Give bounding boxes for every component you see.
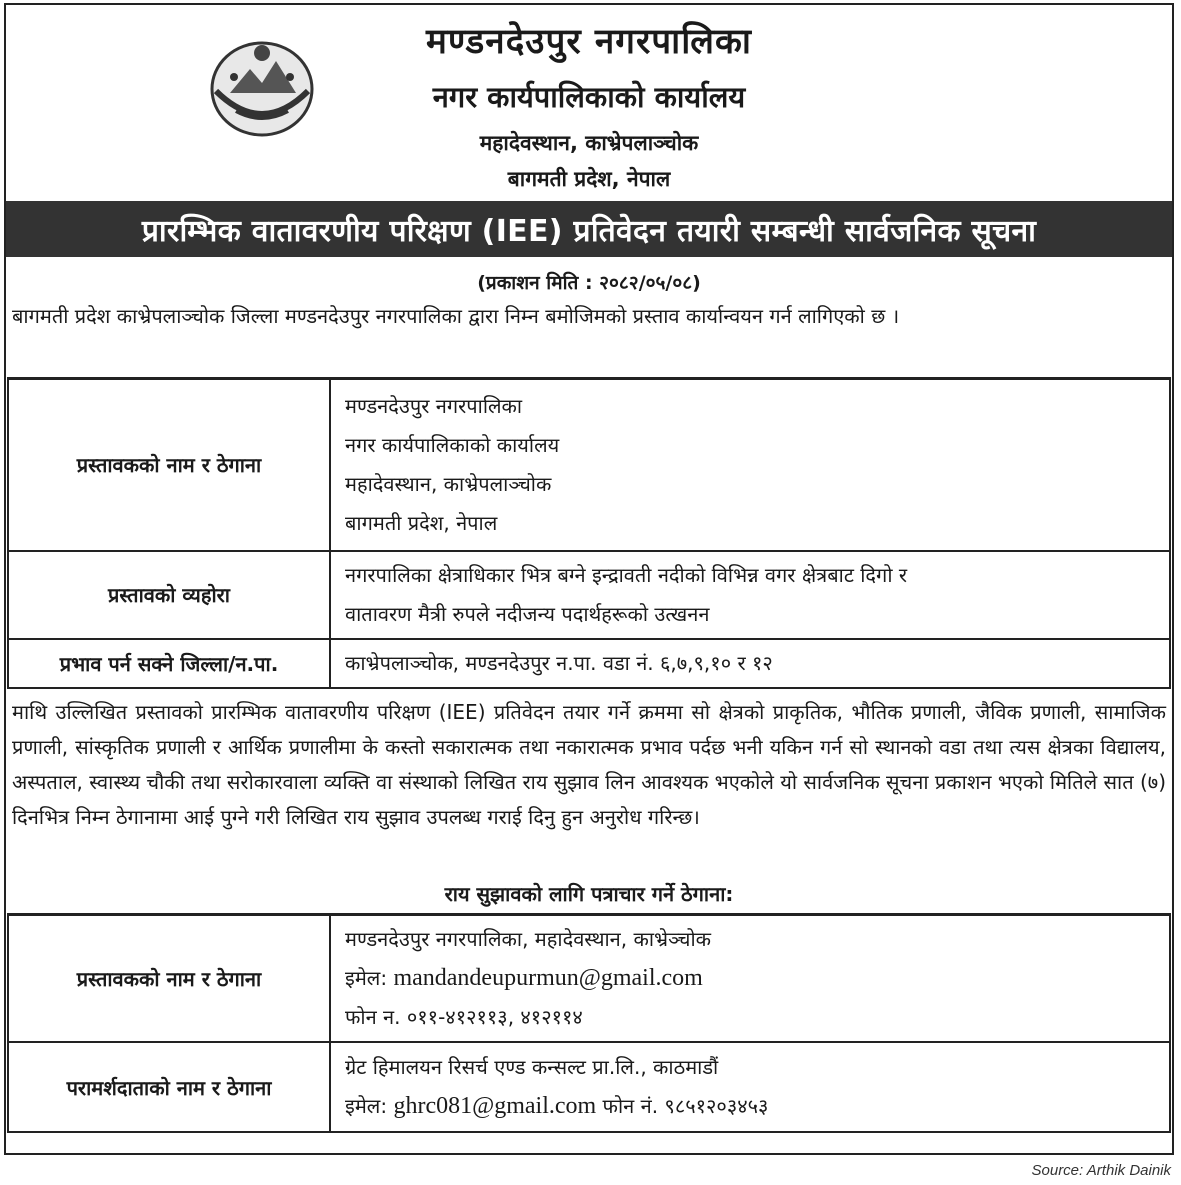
table-row (8, 379, 1170, 551)
proposal-subject-label: प्रस्तावको व्यहोरा (8, 551, 330, 639)
table-row (8, 914, 1170, 1042)
proposer-contact-email-row (345, 959, 1159, 998)
public-notice (4, 3, 1174, 1155)
table-row (8, 551, 1170, 639)
publication-date: (प्रकाशन मिति : २०८२/०५/०८) (477, 272, 701, 294)
address-line-2: बागमती प्रदेश, नेपाल (507, 167, 671, 191)
table-row (8, 1042, 1170, 1132)
email-prefix: इमेल: (345, 965, 388, 990)
consultant-contact-email-row (345, 1087, 1159, 1126)
proposal-subject-value (330, 551, 1170, 639)
affected-area-line: काभ्रेपलाञ्चोक, मण्डनदेउपुर न.पा. वडा नं. ६,७,९,१० र १२ (345, 650, 773, 675)
proposer-contact-address: मण्डनदेउपुर नगरपालिका, महादेवस्थान, काभ्रेञ्चोक (345, 926, 712, 951)
consultant-contact-value (330, 1042, 1170, 1132)
municipality-name: मण्डनदेउपुर नगरपालिका (426, 22, 752, 62)
table-row (8, 639, 1170, 688)
intro-paragraph: बागमती प्रदेश काभ्रेपलाञ्चोक जिल्ला मण्डनदेउपुर नगरपालिका द्वारा निम्न बमोजिमको प्रस्ताव कार्यान्वयन गर्न लागिएको छ । (12, 304, 900, 328)
email-prefix: इमेल: (345, 1094, 388, 1118)
proposer-label: प्रस्तावकको नाम र ठेगाना (8, 379, 330, 551)
address-line-1: महादेवस्थान, काभ्रेपलाञ्चोक (479, 131, 699, 155)
affected-area-label: प्रभाव पर्न सक्ने जिल्ला/न.पा. (8, 639, 330, 688)
consultant-email: ghrc081@gmail.com (393, 1093, 597, 1119)
subject-line: नगरपालिका क्षेत्राधिकार भित्र बग्ने इन्द्रावती नदीको विभिन्न वगर क्षेत्रबाट दिगो र (345, 562, 908, 587)
affected-area-value (330, 639, 1170, 688)
proposer-contact-value (330, 914, 1170, 1042)
proposer-contact-phone: फोन न. ०११-४१२११३, ४१२११४ (345, 1004, 583, 1029)
proposer-line: महादेवस्थान, काभ्रेपलाञ्चोक (345, 471, 552, 496)
proposal-table (7, 377, 1171, 689)
consultant-phone: फोन नं. ९८५१२०३४५३ (602, 1094, 769, 1118)
proposer-email: mandandeupurmun@gmail.com (393, 964, 703, 991)
consultant-contact-address: ग्रेट हिमालयन रिसर्च एण्ड कन्सल्ट प्रा.लि., काठमाडौं (345, 1055, 719, 1079)
body-paragraph: माथि उल्लिखित प्रस्तावको प्रारम्भिक वातावरणीय परिक्षण (IEE) प्रतिवेदन तयार गर्ने क्रममा सो क्षेत्रको प्राकृतिक, भौतिक प्रणाली, जैविक प्रणाली, सामाजिक प्रणाली, सांस्कृतिक प्रणाली र आर्थिक प्रणालीमा के कस्तो सकारात्मक तथा नकारात्मक प्रभाव पर्दछ भनी यकिन गर्न सो स्थानको वडा तथा त्यस क्षेत्रका विद्यालय, अस्पताल, स्वास्थ्य चौकी तथा सरोकारवाला व्यक्ति वा संस्थाको लिखित राय सुझाव लिन आवश्यक भएकोले यो सार्वजनिक सूचना प्रकाशन भएको मितिले सात (७) दिनभित्र निम्न ठेगानामा आई पुग्ने गरी लिखित राय सुझाव उपलब्ध गराई दिनु हुन अनुरोध गरिन्छ। (12, 699, 1166, 829)
subject-line: वातावरण मैत्री रुपले नदीजन्य पदार्थहरूको उत्खनन (345, 601, 710, 626)
office-name: नगर कार्यपालिकाको कार्यालय (432, 80, 746, 114)
proposer-line: मण्डनदेउपुर नगरपालिका (345, 393, 523, 418)
proposer-line: बागमती प्रदेश, नेपाल (345, 510, 498, 535)
proposer-value (330, 379, 1170, 551)
contact-table (7, 913, 1171, 1134)
source-credit: Source: Arthik Dainik (1031, 1162, 1171, 1179)
notice-title: प्रारम्भिक वातावरणीय परिक्षण (IEE) प्रतिवेदन तयारी सम्बन्धी सार्वजनिक सूचना (6, 201, 1172, 257)
proposer-contact-label: प्रस्तावकको नाम र ठेगाना (8, 914, 330, 1042)
consultant-contact-label: परामर्शदाताको नाम र ठेगाना (8, 1042, 330, 1132)
proposer-line: नगर कार्यपालिकाको कार्यालय (345, 432, 560, 457)
contact-heading: राय सुझावको लागि पत्राचार गर्ने ठेगाना: (444, 881, 734, 906)
notice-header (6, 5, 1172, 201)
